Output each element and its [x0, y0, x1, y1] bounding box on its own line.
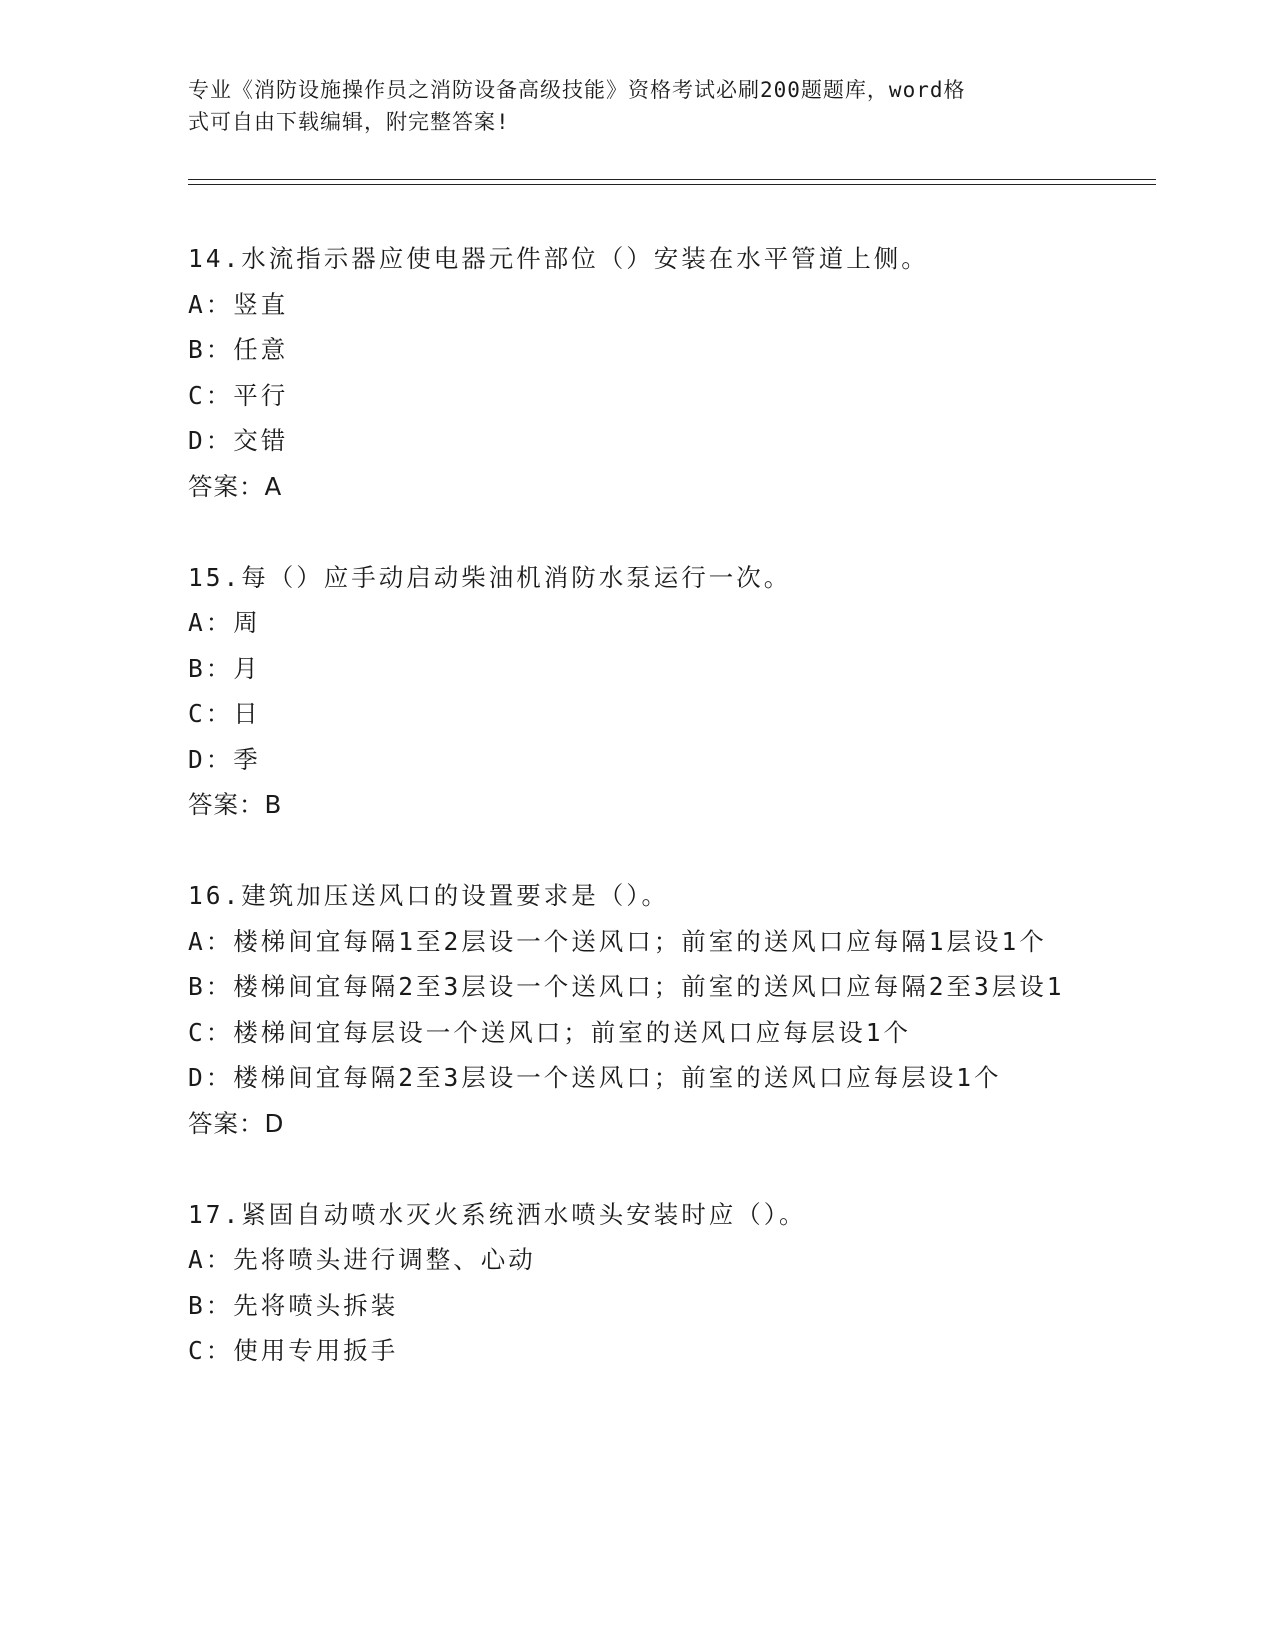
- answer: 答案：B: [188, 790, 283, 819]
- option-c: C：使用专用扳手: [188, 1336, 399, 1365]
- option-b: B：先将喷头拆装: [188, 1290, 399, 1320]
- question-list: [188, 236, 1088, 1419]
- option-b: B：月: [188, 653, 261, 683]
- document-header: [188, 74, 1068, 138]
- option-d: D：交错: [188, 426, 289, 455]
- option-a: A：先将喷头进行调整、心动: [188, 1245, 536, 1274]
- option-c: C：日: [188, 699, 261, 728]
- header-line-1: 专业《消防设施操作员之消防设备高级技能》资格考试必刷200题题库，word格: [188, 78, 966, 102]
- header-divider-top: [188, 179, 1156, 180]
- question-stem: 15.每（）应手动启动柴油机消防水泵运行一次。: [188, 562, 792, 592]
- option-b: B：任意: [188, 335, 289, 364]
- header-divider-bottom: [188, 184, 1156, 185]
- question-16: [188, 873, 1088, 1146]
- question-14: [188, 236, 1088, 509]
- question-15: [188, 555, 1088, 828]
- header-line-2: 式可自由下载编辑，附完整答案!: [188, 110, 510, 134]
- option-d: D：楼梯间宜每隔2至3层设一个送风口；前室的送风口应每层设1个: [188, 1063, 1002, 1092]
- answer: 答案：A: [188, 471, 283, 501]
- option-a: A：楼梯间宜每隔1至2层设一个送风口；前室的送风口应每隔1层设1个: [188, 926, 1047, 956]
- question-17: [188, 1192, 1088, 1374]
- question-stem: 14.水流指示器应使电器元件部位（）安装在水平管道上侧。: [188, 244, 929, 273]
- option-a: A：竖直: [188, 289, 289, 319]
- option-b: B：楼梯间宜每隔2至3层设一个送风口；前室的送风口应每隔2至3层设1: [188, 972, 1065, 1001]
- option-a: A：周: [188, 608, 261, 637]
- option-c: C：楼梯间宜每层设一个送风口；前室的送风口应每层设1个: [188, 1017, 911, 1047]
- question-stem: 16.建筑加压送风口的设置要求是（）。: [188, 881, 669, 910]
- option-d: D：季: [188, 744, 261, 774]
- option-c: C：平行: [188, 380, 289, 410]
- answer: 答案：D: [188, 1108, 285, 1138]
- question-stem: 17.紧固自动喷水灭火系统洒水喷头安装时应（）。: [188, 1199, 807, 1229]
